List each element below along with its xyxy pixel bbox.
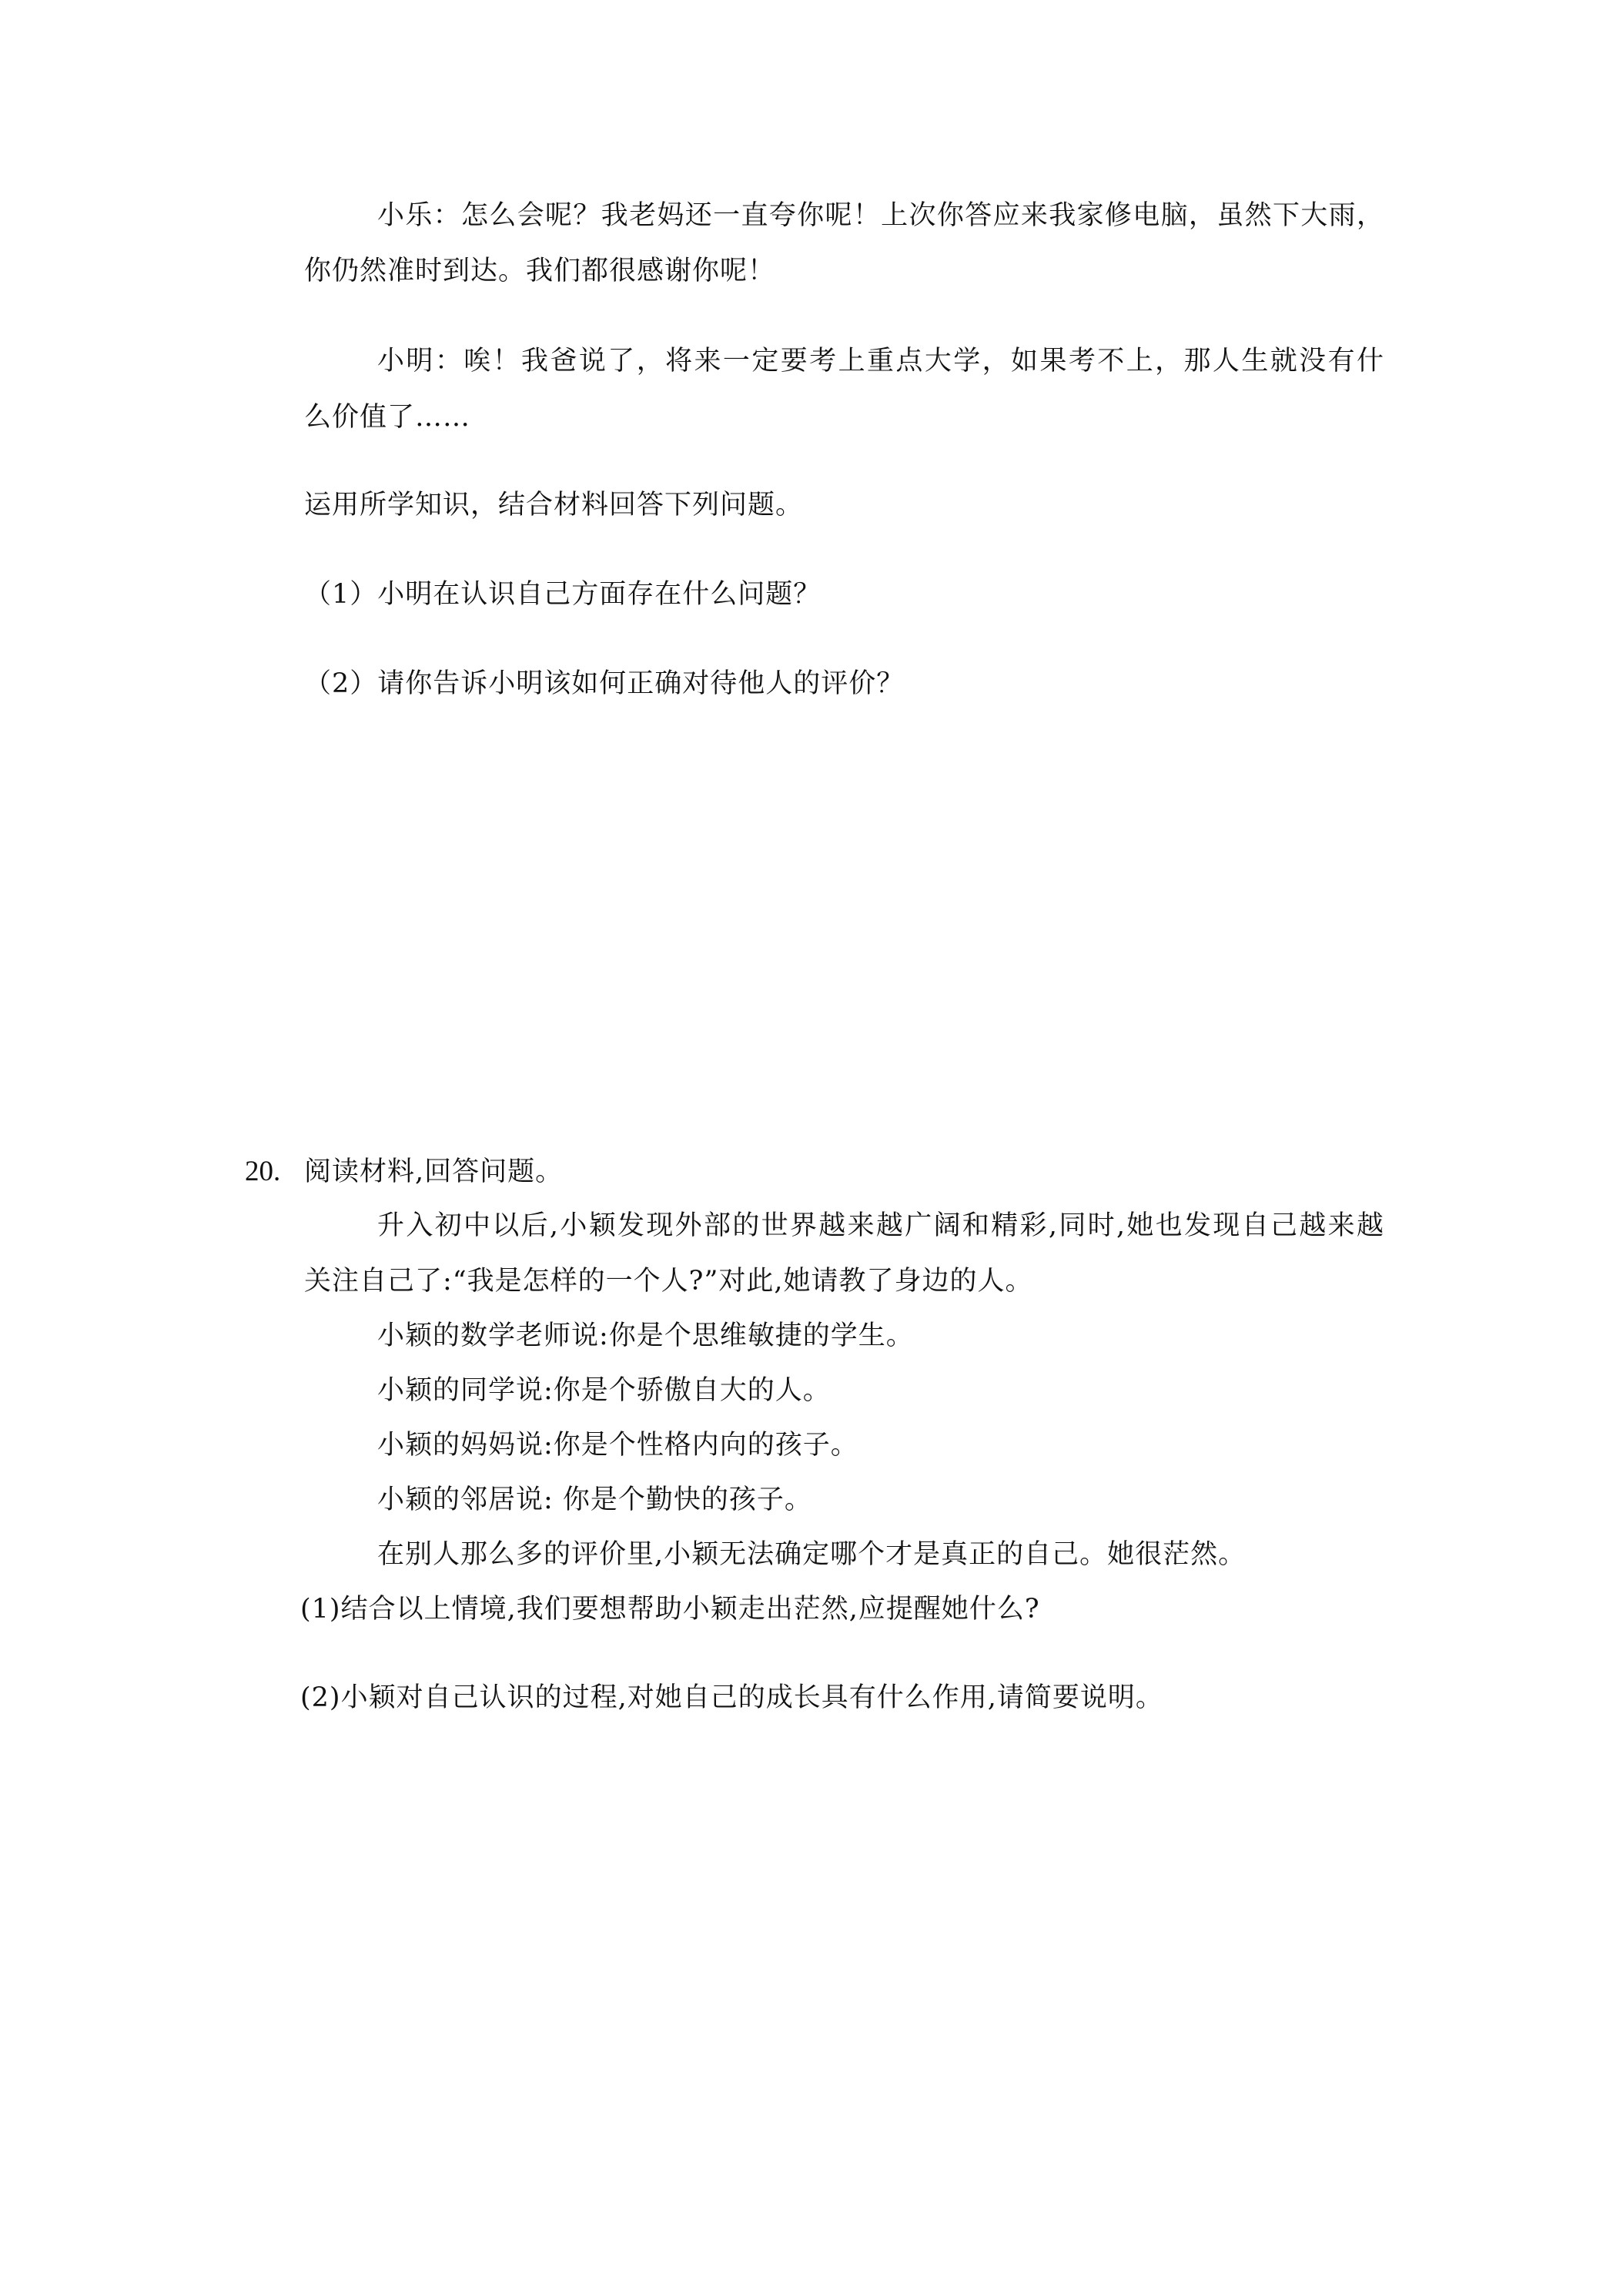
- dialogue-xiaole-line-1: 小乐：怎么会呢？我老妈还一直夸你呢！上次你答应来我家修电脑，虽然下大雨，: [377, 200, 1384, 231]
- q19-subquestion-2: （2）请你告诉小明该如何正确对待他人的评价？: [304, 668, 905, 699]
- q19-subquestion-1: （1）小明在认识自己方面存在什么问题？: [304, 579, 822, 610]
- dialogue-xiaoming-line-2: 么价值了……: [304, 402, 471, 433]
- q20-neighbor-comment: 小颖的邻居说: 你是个勤快的孩子。: [377, 1484, 812, 1515]
- q20-teacher-comment: 小颖的数学老师说:你是个思维敏捷的学生。: [377, 1320, 914, 1351]
- q20-subquestion-2: (2)小颖对自己认识的过程,对她自己的成长具有什么作用,请简要说明。: [300, 1682, 1163, 1713]
- q20-mother-comment: 小颖的妈妈说:你是个性格内向的孩子。: [377, 1430, 858, 1461]
- q19-instruction: 运用所学知识，结合材料回答下列问题。: [304, 490, 804, 520]
- q20-conclusion: 在别人那么多的评价里,小颖无法确定哪个才是真正的自己。她很茫然。: [377, 1539, 1247, 1570]
- q20-title: 阅读材料,回答问题。: [304, 1156, 564, 1187]
- q20-paragraph-line-1: 升入初中以后,小颖发现外部的世界越来越广阔和精彩,同时,她也发现自己越来越: [377, 1210, 1384, 1241]
- dialogue-xiaoming-line-1: 小明：唉！我爸说了，将来一定要考上重点大学，如果考不上，那人生就没有什: [377, 346, 1384, 377]
- q20-paragraph-line-2: 关注自己了:“我是怎样的一个人?”对此,她请教了身边的人。: [304, 1266, 1033, 1297]
- q20-classmate-comment: 小颖的同学说:你是个骄傲自大的人。: [377, 1375, 831, 1406]
- dialogue-xiaole-line-2: 你仍然准时到达。我们都很感谢你呢！: [304, 256, 776, 286]
- q20-number: 20.: [245, 1156, 281, 1187]
- q20-subquestion-1: (1)结合以上情境,我们要想帮助小颖走出茫然,应提醒她什么?: [300, 1594, 1040, 1625]
